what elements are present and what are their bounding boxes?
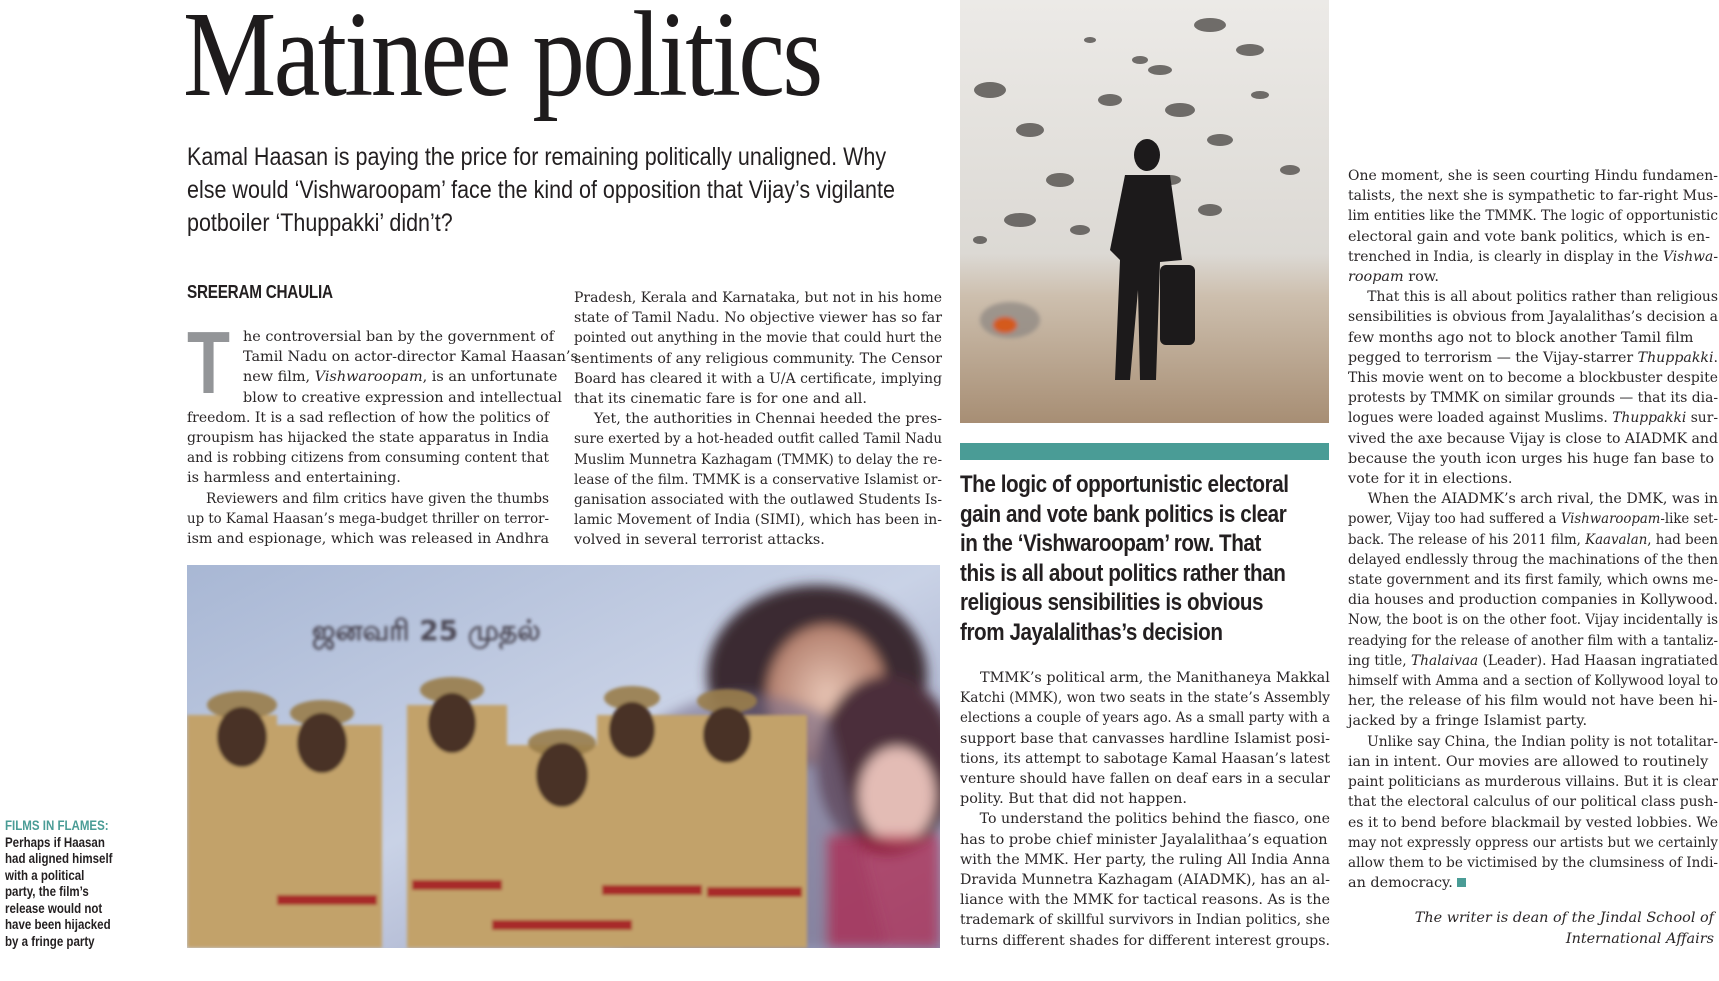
deck-line: Kamal Haasan is paying the price for remaining politically unaligned. Why [187, 143, 887, 171]
caption-line: party, the film’s [5, 884, 89, 899]
body-column-2 [574, 288, 942, 551]
text-line: with the MMK. Her party, the ruling All India Anna [960, 851, 1330, 868]
pullquote-line: in the ‘Vishwaroopam’ row. That [960, 530, 1261, 558]
text-line: new film, Vishwaroopam, is an unfortunate [243, 369, 558, 386]
pullquote-line: from Jayalalithas’s decision [960, 618, 1223, 646]
film-title: roopam [1348, 269, 1404, 286]
pullquote-rule [960, 443, 1329, 460]
text-line: may not expressly oppress our artists but we certainly [1348, 834, 1718, 851]
text-line: paint politicians as murderous villains. But it is clear [1348, 774, 1718, 791]
text-line: That this is all about politics rather than religious [1367, 289, 1718, 306]
film-title: Thalaivaa [1410, 652, 1479, 669]
text-line: sensibilities is obvious from Jayalalithas’s decision a [1348, 309, 1718, 326]
caption-line: Perhaps if Haasan [5, 834, 105, 850]
deck-line: potboiler ‘Thuppakki’ didn’t? [187, 209, 453, 237]
text-line: that the electoral calculus of our political class push- [1348, 794, 1718, 811]
text-line: Unlike say China, the Indian polity is not totalitar- [1367, 733, 1718, 750]
text-line: up to Kamal Haasan’s mega-budget thriller on terror- [187, 510, 549, 527]
text-line: trenched in India, is clearly in display in the Vishwa- [1348, 248, 1718, 265]
byline: SREERAM CHAULIA [187, 282, 333, 302]
text-line: volved in several terrorist attacks. [574, 532, 825, 549]
text-line: elections a couple of years ago. As a small party with a [960, 710, 1330, 727]
pullquote-line: gain and vote bank politics is clear [960, 500, 1287, 528]
text-line: that its cinematic fare is for one and all. [574, 391, 867, 408]
film-still-image [960, 0, 1329, 423]
pullquote [960, 470, 1332, 648]
text-line: has to probe chief minister Jayalalithaa’s equation [960, 831, 1328, 848]
pullquote-line: religious sensibilities is obvious [960, 589, 1264, 617]
text-line: delayed endlessly throug the machinations of the then [1348, 551, 1718, 568]
police-poster-image [187, 565, 940, 948]
text-line: blow to creative expression and intellectual [243, 389, 562, 406]
pullquote-line: this is all about politics rather than [960, 559, 1286, 587]
text-line: groupism has hijacked the state apparatus in India [187, 430, 549, 447]
film-title: Thuppakki [1637, 349, 1714, 366]
film-title: Thuppakki [1612, 410, 1687, 427]
text-line: her, the release of his film would not have been hi- [1348, 693, 1718, 710]
author-attribution [1348, 908, 1714, 949]
text-line: and is robbing citizens from consuming content that [187, 450, 549, 467]
text-line: vived the axe because Vijay is close to AIADMK and [1348, 430, 1718, 447]
caption-line: release would not [5, 900, 103, 916]
text-line: Dravida Munnetra Kazhagam (AIADMK), has an al- [960, 872, 1330, 889]
film-title: Vishwaroopam [314, 369, 423, 386]
text-line: pointed out anything in the movie that could hurt the [574, 330, 942, 347]
deck-line: else would ‘Vishwaroopam’ face the kind of opposition that Vijay’s vigilante [187, 176, 895, 204]
text-line: readying for the release of another film with a tantaliz- [1348, 632, 1718, 649]
body-column-4 [1348, 166, 1718, 893]
text-line: sure exerted by a hot-headed outfit called Tamil Nadu [574, 431, 942, 448]
text-line: because the youth icon urges his huge fan base to [1348, 450, 1715, 467]
text-line: himself with Amma and a section of Kollywood loyal to [1348, 673, 1718, 690]
text-line: One moment, she is seen courting Hindu fundamen- [1348, 168, 1718, 184]
text-line: freedom. It is a sad reflection of how the politics of [187, 409, 549, 426]
poster-tamil-text: ஜனவரி 25 முதல் [312, 614, 541, 647]
headline: Matinee politics [183, 0, 821, 122]
text-line: roopam row. [1348, 269, 1439, 286]
text-line: Reviewers and film critics have given the thumbs [206, 490, 549, 507]
text-line: tions, its attempt to sabotage Kamal Haasan’s latest [960, 750, 1330, 767]
text-line: Muslim Munnetra Kazhagam (TMMK) to delay the re- [574, 451, 942, 468]
text-line: ganisation associated with the outlawed Students Is- [574, 492, 942, 509]
text-line: Tamil Nadu on actor-director Kamal Haasan’s [243, 349, 578, 366]
photo-caption [5, 818, 145, 950]
text-line: talists, the next she is sympathetic to far-right Mus- [1348, 188, 1718, 205]
text-line: lim entities like the TMMK. The logic of opportunistic [1348, 208, 1718, 225]
text-line: lamic Movement of India (SIMI), which has been in- [574, 512, 942, 529]
text-line: state government and its first family, which owns me- [1348, 572, 1718, 589]
text-line: To understand the politics behind the fiasco, one [979, 811, 1330, 828]
text-line: vote for it in elections. [1348, 471, 1513, 488]
text-line: polity. But that did not happen. [960, 791, 1187, 808]
caption-line: had aligned himself [5, 851, 113, 866]
text-line: back. The release of his 2011 film, Kaavalan, had been [1348, 531, 1718, 548]
text-line: an democracy. [1348, 873, 1718, 893]
text-line: protests by TMMK on similar grounds — that its dia- [1348, 390, 1718, 407]
text-line: is harmless and entertaining. [187, 470, 401, 487]
pullquote-line: The logic of opportunistic electoral [960, 471, 1289, 498]
body-column-1 [187, 313, 578, 549]
text-line: state of Tamil Nadu. No objective viewer has so far [574, 310, 942, 327]
photo-police-poster [187, 565, 940, 948]
end-mark-icon [1457, 878, 1466, 887]
text-line: trademark of skillful survivors in Indian politics, she [960, 912, 1330, 929]
text-line: logues were loaded against Muslims. Thuppakki sur- [1348, 410, 1718, 427]
text-line: pegged to terrorism — the Vijay-starrer Thuppakki. [1348, 349, 1718, 366]
caption-line: with a political [5, 867, 85, 883]
text-line: turns different shades for different interest groups. [960, 932, 1330, 949]
text-line: few months ago not to block another Tamil film [1348, 329, 1694, 346]
text-line: sentiments of any religious community. The Censor [574, 350, 942, 367]
text-line: support base that canvasses hardline Islamist posi- [960, 730, 1330, 747]
film-title: Kaavalan [1585, 531, 1648, 548]
film-title: Vishwaroopam [1560, 511, 1661, 528]
caption-line: have been hijacked [5, 917, 111, 932]
attribution-line: The writer is dean of the Jindal School of [1414, 910, 1714, 926]
text-line: lease of the film. TMMK is a conservative Islamist or- [574, 471, 942, 488]
attribution-line: International Affairs [1565, 930, 1714, 947]
text-line: dia houses and production companies in Kollywood. [1348, 592, 1718, 609]
dropcap: T [187, 313, 231, 412]
caption-line: by a fringe party [5, 933, 95, 949]
text-line: ism and espionage, which was released in Andhra [187, 531, 549, 548]
film-title: Vishwa- [1662, 248, 1718, 265]
text-line: Board has cleared it with a U/A certificate, implying [574, 370, 942, 387]
text-line: This movie went on to become a blockbuster despite [1348, 370, 1718, 387]
text-line: ing title, Thalaivaa (Leader). Had Haasan ingratiated [1348, 652, 1718, 669]
body-column-3 [960, 668, 1330, 951]
deck [187, 141, 944, 240]
caption-heading: FILMS IN FLAMES: [5, 818, 109, 833]
text-line: Pradesh, Kerala and Karnataka, but not in his home [574, 290, 942, 306]
text-line: venture should have fallen on deaf ears in a secular [960, 771, 1330, 788]
text-line: When the AIADMK’s arch rival, the DMK, was in [1367, 491, 1718, 508]
text-line: electoral gain and vote bank politics, which is en- [1348, 228, 1711, 245]
text-line: Katchi (MMK), won two seats in the state’s Assembly [960, 690, 1330, 707]
photo-vishwaroopam-still [960, 0, 1329, 423]
text-line: power, Vijay too had suffered a Vishwaroopam-like set- [1348, 511, 1718, 528]
text-line: TMMK’s political arm, the Manithaneya Makkal [980, 670, 1330, 686]
text-line: Now, the boot is on the other foot. Vijay incidentally is [1348, 612, 1718, 629]
text-line: Yet, the authorities in Chennai heeded the pres- [593, 411, 942, 428]
text-line: es it to bend before blackmail by vested lobbies. We [1348, 814, 1718, 831]
text-line: ian in intent. Our movies are allowed to routinely [1348, 753, 1709, 770]
text-line: allow them to be victimised by the clumsiness of Indi- [1348, 854, 1718, 871]
text-line: he controversial ban by the government of [243, 329, 555, 345]
text-line: liance with the MMK for tactical reasons. As is the [960, 892, 1330, 909]
text-line: jacked by a fringe Islamist party. [1348, 713, 1588, 730]
